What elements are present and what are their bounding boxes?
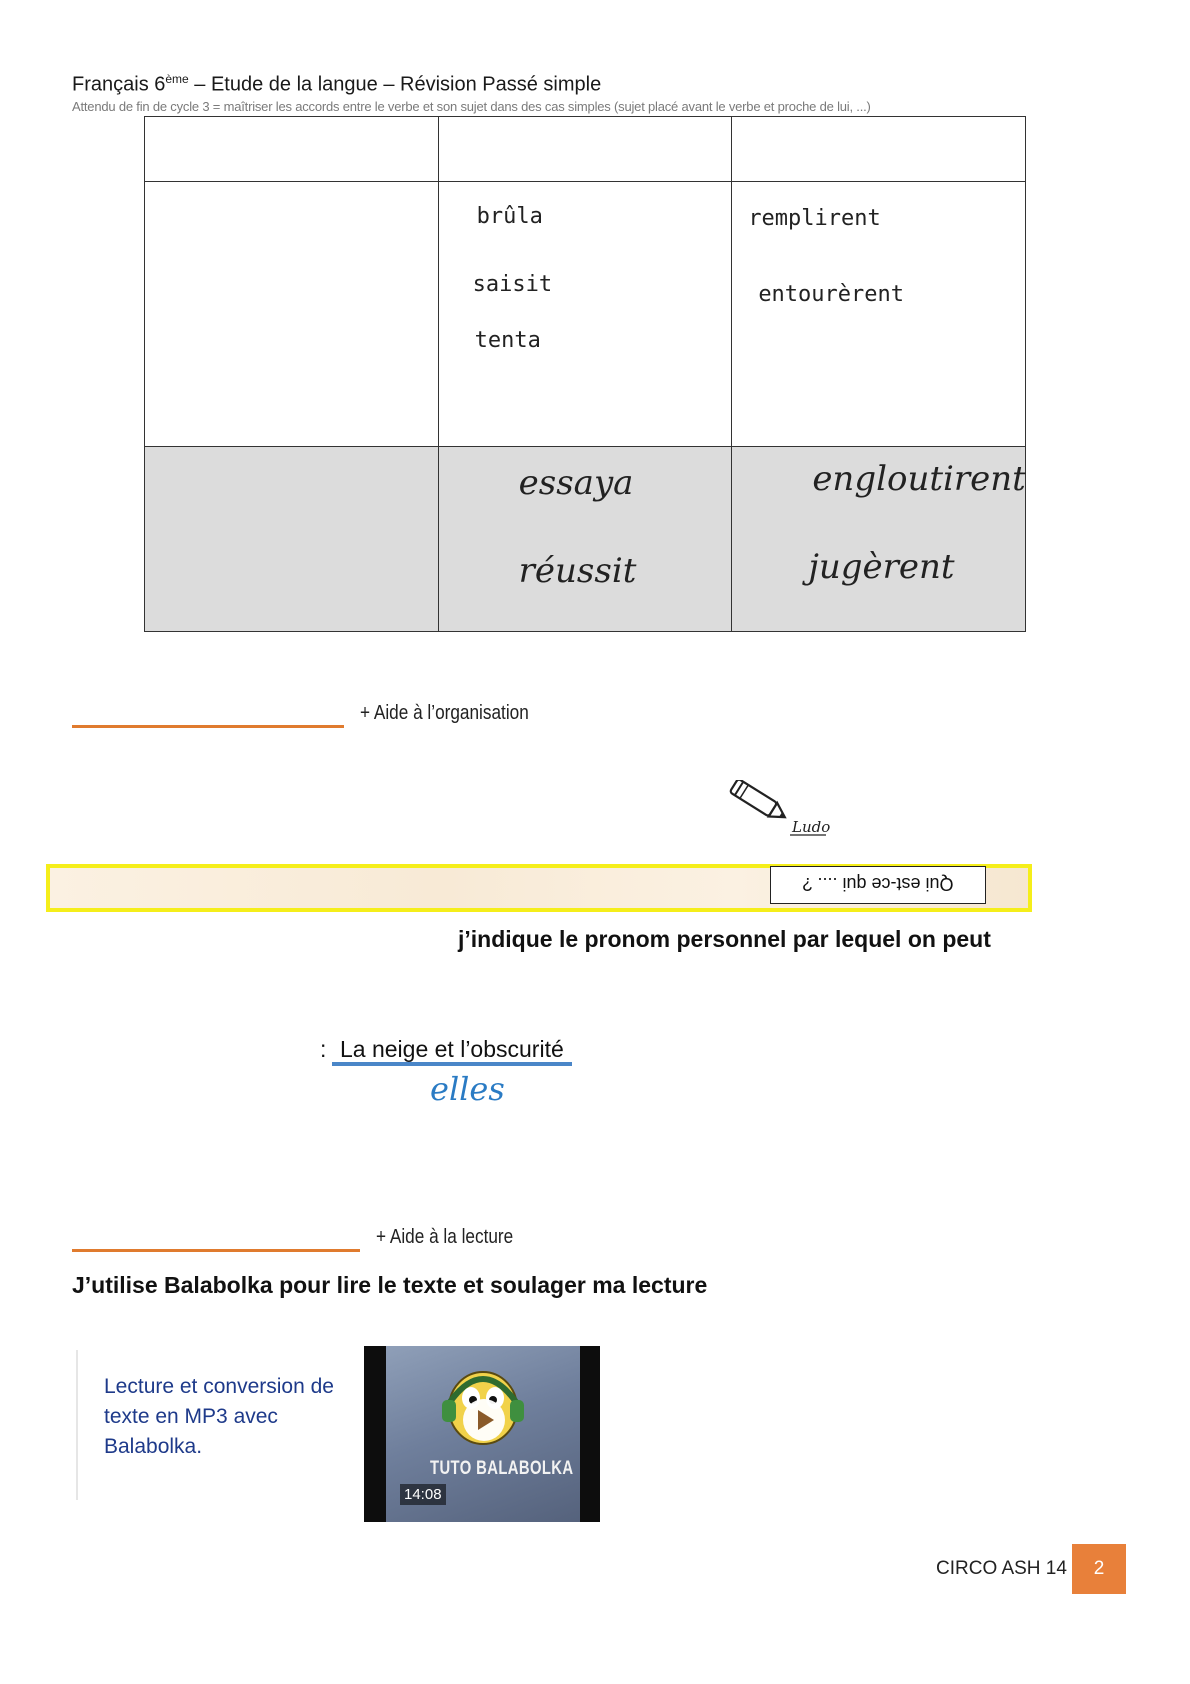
verb-singular-typed: tenta [474,328,541,353]
example-underline [332,1062,572,1066]
table-row-cursive [145,447,1026,632]
table-cell [438,117,732,182]
question-box [770,866,986,904]
verb-singular-typed: brûla [476,204,543,229]
conjugation-table [144,116,1026,632]
verb-plural-typed: remplirent [748,206,881,231]
table-row-typed [145,182,1026,447]
pencil-icon [720,780,830,840]
section-divider [72,725,344,728]
table-cell [145,447,439,632]
video-title: TUTO BALABOLKA [430,1458,574,1479]
balabolka-heading: J’utilise Balabolka pour lire le texte et soulager ma lecture [72,1272,708,1298]
video-frame [386,1346,580,1522]
page-number: 2 [1072,1544,1126,1594]
table-header-row [145,117,1026,182]
table-cell [732,117,1026,182]
example-pronoun: elles [430,1070,505,1108]
verb-plural-typed: entourèrent [758,282,905,307]
verb-plural-cursive: engloutirent [812,459,1026,499]
table-cell [438,182,732,447]
verb-singular-typed: saisit [472,272,553,297]
footer-label: CIRCO ASH 14 [936,1558,1067,1579]
table-cell [732,447,1026,632]
section-divider [72,1249,360,1252]
verb-singular-cursive: réussit [518,551,637,591]
question-text: Qui est-ce qui .... ? [802,874,954,894]
logo-signature: Ludo [792,818,830,836]
verb-plural-cursive: jugèrent [808,547,955,587]
balabolka-link-card[interactable] [76,1350,334,1500]
aide-lecture-label: + Aide à la lecture [376,1226,514,1248]
table-cell [145,117,439,182]
table-cell [732,182,1026,447]
video-duration: 14:08 [400,1484,446,1505]
page-subtitle: Attendu de fin de cycle 3 = maîtriser les accords entre le verbe et son sujet dans des cas simples (sujet placé avant le verbe et proche de lui, ...) [72,99,871,114]
example-subject: La neige et l’obscurité [340,1036,564,1062]
aide-organisation-label: + Aide à l’organisation [360,702,529,724]
page-title: Français 6ème – Etude de la langue – Révision Passé simple [72,72,602,96]
example-colon: : [320,1036,327,1062]
play-icon[interactable] [462,1398,506,1442]
table-cell [145,182,439,447]
verb-singular-cursive: essaya [518,463,634,503]
link-card-text[interactable]: Lecture et conversion de texte en MP3 avec Balabolka. [104,1375,334,1458]
instruction-text: j’indique le pronom personnel par lequel on peut [458,926,991,952]
table-cell [438,447,732,632]
video-thumbnail[interactable] [364,1346,600,1522]
